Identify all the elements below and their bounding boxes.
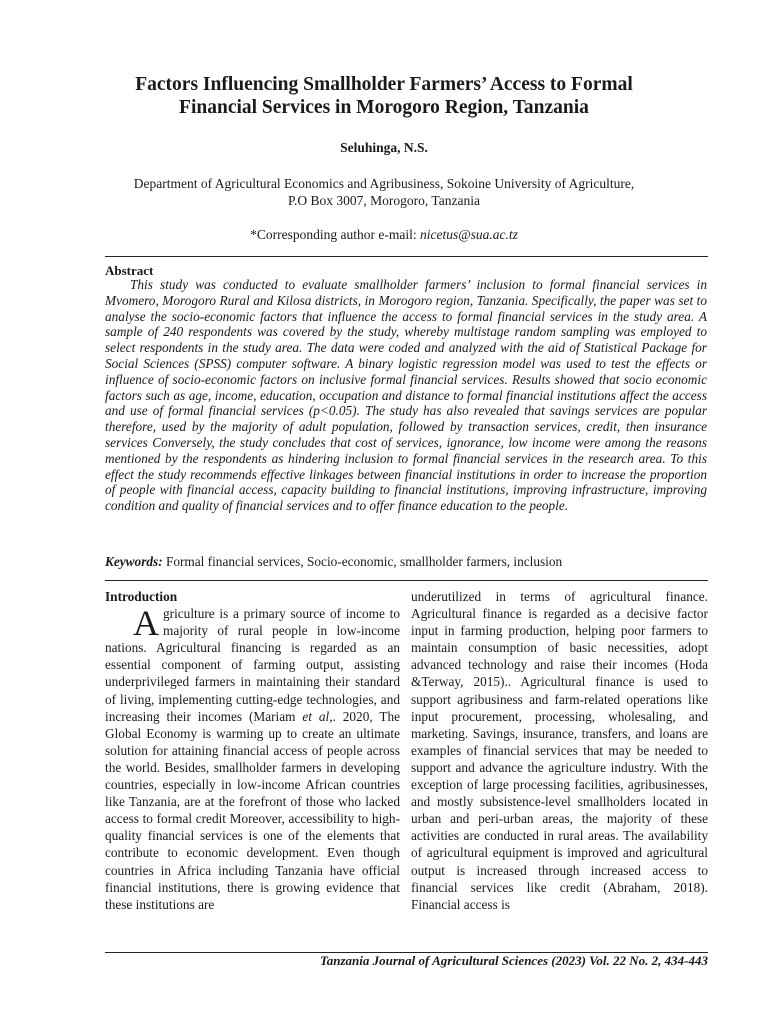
affiliation-line-1: Department of Agricultural Economics and Agribusiness, Sokoine University of Agriculture, [133,176,635,191]
journal-footer: Tanzania Journal of Agricultural Sciences (2023) Vol. 22 No. 2, 434-443 [319,953,708,968]
keywords-label: Keywords: [105,554,163,569]
keywords [105,554,707,570]
corresponding-label: *Corresponding author e-mail: [250,227,420,242]
body-column-left [105,588,400,913]
divider-body [105,580,708,581]
introduction-paragraph [105,605,400,913]
introduction-heading: Introduction [105,589,178,604]
title-line-1: Factors Influencing Smallholder Farmers’ Access to Formal [135,74,633,95]
intro-text-part-2: ,. 2020, The Global Economy is warming up to create an ultimate solution for attaining financial access of people across the world. Besides, smallholder farmers in developing countries, especially in low-income African countries like Tanzania, are at the forefront of those who lacked access to formal credit Moreover, accessibility to high-quality financial services is one of the elements that contribute to economic development. Even though countries in Africa including Tanzania have official financial institutions, there is growing evidence that these institutions are [105,708,400,912]
intro-text-continued: underutilized in terms of agricultural finance. Agricultural finance is regarded as a decisive factor input in farming production, helping poor farmers to maintain consumption of basic necessities, adopt advanced technology and raise their incomes (Hoda &Terway, 2015).. Agricultural finance is used to support agribusiness and farm-related operations like input procurement, processing, wholesaling, and marketing. Savings, insurance, transfers, and loans are examples of financial services that may be needed to support and advance the agriculture industry. With the exception of large processing facilities, agribusinesses, and mostly subsistence-level smallholders located in urban and peri-urban areas, the majority of these activities are conducted in rural areas. The availability of agricultural equipment is improved and agricultural output is increased through increased access to financial services like credit (Abraham, 2018). Financial access is [411,589,708,912]
abstract-heading: Abstract [105,263,154,278]
affiliation-line-2: P.O Box 3007, Morogoro, Tanzania [288,193,480,208]
abstract-text: This study was conducted to evaluate smallholder farmers’ inclusion to formal financial services in Mvomero, Morogoro Rural and Kilosa districts, in Morogoro region, Tanzania. Specifically, the paper was set to analyse the socio-economic factors that influence the access to formal financial services in the study area. A sample of 240 respondents was covered by the study, whereby multistage random sampling was employed to select respondents in the study area. The data were coded and analyzed with the aid of Statistical Package for Social Sciences (SPSS) computer software. A binary logistic regression model was used to test the effects or influence of socio-economic factors on inclusive formal financial services. Results showed that socio economic factors such as age, income, education, occupation and distance to formal financial institutions affect the access and use of formal financial services (p<0.05). The study has also revealed that savings services are popular therefore, used by the majority of adult population, followed by transaction services, credit, then insurance services Conversely, the study concludes that cost of services, ignorance, low income were among the reasons mentioned by the respondents as hindering inclusion to formal financial services in the research area. To this effect the study recommends effective linkages between financial institutions in order to increase the proportion of people with financial access, capacity building to financial institutions, improving infrastructure, improving condition and quality of financial services and to offer finance education to the people. [105,277,707,514]
intro-text-part-1: griculture is a primary source of income to majority of rural people in low-income nations. Agricultural financing is regarded as an essential component of farming output, assisting underprivileged farmers in maintaining their standard of living, implementing cutting-edge technologies, and increasing their incomes (Mariam [105,606,400,724]
paper-title [60,73,708,119]
corresponding-email[interactable]: nicetus@sua.ac.tz [419,227,518,242]
divider-top [105,256,708,257]
title-line-2: Financial Services in Morogoro Region, Tanzania [179,97,589,118]
keywords-text: Formal financial services, Socio-economic, smallholder farmers, inclusion [162,554,563,569]
drop-cap: A [133,603,159,644]
author-name: Seluhinga, N.S. [340,140,428,155]
corresponding-author [0,227,768,243]
affiliation [40,175,728,209]
intro-et-al: et al [302,708,330,724]
body-column-right [411,588,708,913]
